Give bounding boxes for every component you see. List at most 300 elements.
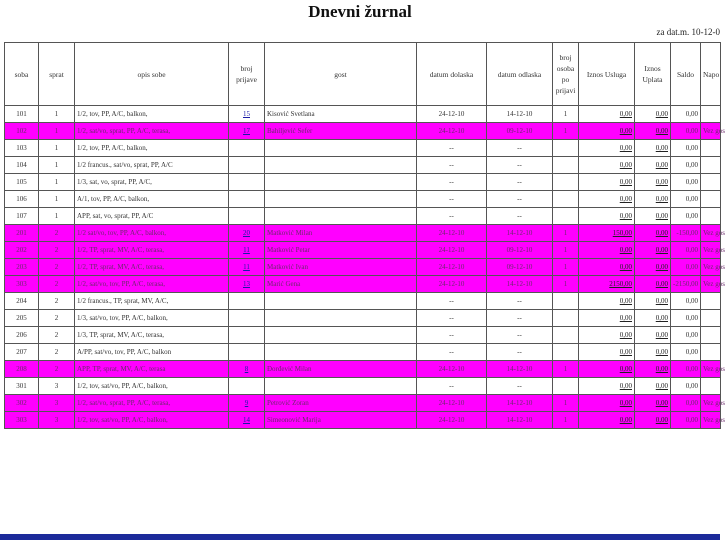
table-row[interactable] bbox=[5, 242, 721, 259]
column-header: broj prijave bbox=[229, 43, 265, 106]
registration-link[interactable]: 15 bbox=[243, 110, 250, 118]
cell-saldo: 0,00 bbox=[671, 140, 701, 157]
cell-uplata bbox=[635, 259, 671, 276]
column-header: Iznos Uplata bbox=[635, 43, 671, 106]
table-row[interactable] bbox=[5, 395, 721, 412]
cell-usluga bbox=[579, 378, 635, 395]
cell-odlazak: -- bbox=[487, 344, 553, 361]
cell-odlazak: -- bbox=[487, 157, 553, 174]
cell-broj bbox=[229, 225, 265, 242]
uplata-link[interactable]: 0,00 bbox=[655, 331, 668, 339]
column-header: datum odlaska bbox=[487, 43, 553, 106]
registration-link[interactable]: 8 bbox=[244, 365, 249, 373]
cell-usluga bbox=[579, 259, 635, 276]
cell-soba: 205 bbox=[5, 310, 39, 327]
usluga-link[interactable]: 0,00 bbox=[619, 246, 632, 254]
cell-soba: 204 bbox=[5, 293, 39, 310]
usluga-link[interactable]: 0,00 bbox=[619, 144, 632, 152]
cell-dolazak: -- bbox=[417, 140, 487, 157]
cell-napo bbox=[701, 310, 721, 327]
cell-osobe bbox=[553, 208, 579, 225]
cell-soba: 103 bbox=[5, 140, 39, 157]
cell-usluga bbox=[579, 293, 635, 310]
cell-uplata bbox=[635, 208, 671, 225]
uplata-link[interactable]: 0,00 bbox=[655, 297, 668, 305]
column-header: Iznos Usluga bbox=[579, 43, 635, 106]
usluga-link[interactable]: 0,00 bbox=[619, 365, 632, 373]
cell-saldo: 0,00 bbox=[671, 106, 701, 123]
cell-dolazak: -- bbox=[417, 378, 487, 395]
cell-sprat: 2 bbox=[39, 225, 75, 242]
cell-dolazak: -- bbox=[417, 327, 487, 344]
cell-gost bbox=[265, 174, 417, 191]
cell-saldo: 0,00 bbox=[671, 208, 701, 225]
cell-uplata bbox=[635, 293, 671, 310]
cell-sprat: 1 bbox=[39, 174, 75, 191]
cell-sprat: 3 bbox=[39, 378, 75, 395]
usluga-link[interactable]: 150,00 bbox=[612, 229, 632, 237]
cell-gost bbox=[265, 310, 417, 327]
usluga-link[interactable]: 0,00 bbox=[619, 314, 632, 322]
cell-dolazak: 24-12-10 bbox=[417, 242, 487, 259]
cell-sprat: 1 bbox=[39, 123, 75, 140]
cell-uplata bbox=[635, 225, 671, 242]
cell-broj bbox=[229, 276, 265, 293]
usluga-link[interactable]: 0,00 bbox=[619, 178, 632, 186]
cell-usluga bbox=[579, 106, 635, 123]
cell-sprat: 1 bbox=[39, 106, 75, 123]
cell-odlazak: 14-12-10 bbox=[487, 276, 553, 293]
cell-sprat: 1 bbox=[39, 140, 75, 157]
cell-gost bbox=[265, 157, 417, 174]
cell-gost bbox=[265, 293, 417, 310]
cell-saldo: 0,00 bbox=[671, 395, 701, 412]
cell-napo bbox=[701, 174, 721, 191]
cell-opis: APP, sat, vo, sprat, PP, A/C bbox=[75, 208, 229, 225]
cell-opis: 1/2, sat/vo, sprat, PP, A/C, terasa, bbox=[75, 395, 229, 412]
cell-usluga bbox=[579, 395, 635, 412]
cell-opis: 1/2, sat/vo, sprat, PP, A/C, terasa, bbox=[75, 123, 229, 140]
cell-osobe: 1 bbox=[553, 123, 579, 140]
table-row[interactable] bbox=[5, 157, 721, 174]
column-header: gost bbox=[265, 43, 417, 106]
uplata-link[interactable]: 0,00 bbox=[655, 348, 668, 356]
table-row[interactable] bbox=[5, 225, 721, 242]
table-row[interactable] bbox=[5, 106, 721, 123]
cell-napo bbox=[701, 293, 721, 310]
table-row[interactable] bbox=[5, 327, 721, 344]
uplata-link[interactable]: 0,00 bbox=[655, 161, 668, 169]
cell-usluga bbox=[579, 310, 635, 327]
cell-sprat: 3 bbox=[39, 412, 75, 429]
cell-saldo: 0,00 bbox=[671, 412, 701, 429]
column-header: datum dolaska bbox=[417, 43, 487, 106]
usluga-link[interactable]: 0,00 bbox=[619, 212, 632, 220]
cell-osobe bbox=[553, 344, 579, 361]
cell-gost: Đorđević Milan bbox=[265, 361, 417, 378]
cell-uplata bbox=[635, 395, 671, 412]
uplata-link[interactable]: 0,00 bbox=[655, 382, 668, 390]
cell-napo bbox=[701, 208, 721, 225]
cell-napo bbox=[701, 327, 721, 344]
cell-gost: Petrović Zoran bbox=[265, 395, 417, 412]
uplata-link[interactable]: 0,00 bbox=[655, 263, 668, 271]
cell-usluga bbox=[579, 327, 635, 344]
cell-soba: 303 bbox=[5, 276, 39, 293]
cell-odlazak: 14-12-10 bbox=[487, 361, 553, 378]
cell-soba: 303 bbox=[5, 412, 39, 429]
cell-opis: A/PP, sat/vo, tov, PP, A/C, balkon bbox=[75, 344, 229, 361]
cell-gost bbox=[265, 378, 417, 395]
usluga-link[interactable]: 0,00 bbox=[619, 331, 632, 339]
cell-broj bbox=[229, 174, 265, 191]
cell-sprat: 2 bbox=[39, 276, 75, 293]
cell-sprat: 2 bbox=[39, 344, 75, 361]
uplata-link[interactable]: 0,00 bbox=[655, 212, 668, 220]
uplata-link[interactable]: 0,00 bbox=[655, 229, 668, 237]
cell-odlazak: 09-12-10 bbox=[487, 259, 553, 276]
cell-sprat: 2 bbox=[39, 361, 75, 378]
table-row[interactable] bbox=[5, 174, 721, 191]
cell-soba: 203 bbox=[5, 259, 39, 276]
uplata-link[interactable]: 0,00 bbox=[655, 178, 668, 186]
cell-napo bbox=[701, 344, 721, 361]
cell-opis: 1/3, TP, sprat, MV, A/C, terasa, bbox=[75, 327, 229, 344]
usluga-link[interactable]: 0,00 bbox=[619, 263, 632, 271]
cell-soba: 105 bbox=[5, 174, 39, 191]
cell-sprat: 2 bbox=[39, 242, 75, 259]
cell-usluga bbox=[579, 123, 635, 140]
uplata-link[interactable]: 0,00 bbox=[655, 314, 668, 322]
cell-odlazak: -- bbox=[487, 208, 553, 225]
cell-napo: Vez gos bbox=[701, 395, 721, 412]
cell-opis: 1/2, tov, sat/vo, PP, A/C, balkon, bbox=[75, 412, 229, 429]
cell-uplata bbox=[635, 106, 671, 123]
cell-dolazak: -- bbox=[417, 191, 487, 208]
cell-sprat: 2 bbox=[39, 310, 75, 327]
cell-opis: 1/2, TP, sprat, MV, A/C, terasa, bbox=[75, 259, 229, 276]
table-row[interactable] bbox=[5, 361, 721, 378]
cell-opis: 1/3, sat, vo, sprat, PP, A/C, bbox=[75, 174, 229, 191]
cell-soba: 202 bbox=[5, 242, 39, 259]
uplata-link[interactable]: 0,00 bbox=[655, 399, 668, 407]
cell-osobe bbox=[553, 310, 579, 327]
uplata-link[interactable]: 0,00 bbox=[655, 144, 668, 152]
cell-dolazak: -- bbox=[417, 208, 487, 225]
cell-broj bbox=[229, 208, 265, 225]
cell-gost: Simeonović Marija bbox=[265, 412, 417, 429]
table-row[interactable] bbox=[5, 293, 721, 310]
cell-soba: 302 bbox=[5, 395, 39, 412]
uplata-link[interactable]: 0,00 bbox=[655, 110, 668, 118]
cell-saldo: 0,00 bbox=[671, 259, 701, 276]
cell-usluga bbox=[579, 242, 635, 259]
journal-table bbox=[4, 42, 725, 429]
cell-broj bbox=[229, 259, 265, 276]
table-row[interactable] bbox=[5, 140, 721, 157]
cell-napo: Vez gos bbox=[701, 259, 721, 276]
table-row[interactable] bbox=[5, 378, 721, 395]
cell-dolazak: 24-12-10 bbox=[417, 395, 487, 412]
cell-saldo: 0,00 bbox=[671, 361, 701, 378]
cell-uplata bbox=[635, 191, 671, 208]
cell-broj bbox=[229, 106, 265, 123]
cell-osobe bbox=[553, 293, 579, 310]
cell-usluga bbox=[579, 191, 635, 208]
cell-broj bbox=[229, 344, 265, 361]
page-title: Dnevni žurnal bbox=[308, 2, 412, 21]
cell-uplata bbox=[635, 157, 671, 174]
cell-broj bbox=[229, 361, 265, 378]
cell-dolazak: -- bbox=[417, 174, 487, 191]
cell-gost bbox=[265, 327, 417, 344]
cell-osobe bbox=[553, 157, 579, 174]
cell-soba: 208 bbox=[5, 361, 39, 378]
cell-dolazak: 24-12-10 bbox=[417, 276, 487, 293]
cell-broj bbox=[229, 412, 265, 429]
cell-gost bbox=[265, 208, 417, 225]
cell-dolazak: -- bbox=[417, 310, 487, 327]
cell-saldo: 0,00 bbox=[671, 310, 701, 327]
cell-odlazak: 14-12-10 bbox=[487, 412, 553, 429]
cell-soba: 301 bbox=[5, 378, 39, 395]
usluga-link[interactable]: 0,00 bbox=[619, 127, 632, 135]
cell-osobe: 1 bbox=[553, 361, 579, 378]
cell-napo bbox=[701, 378, 721, 395]
cell-dolazak: -- bbox=[417, 157, 487, 174]
cell-gost bbox=[265, 191, 417, 208]
cell-gost: Matković Milan bbox=[265, 225, 417, 242]
usluga-link[interactable]: 2150,00 bbox=[609, 280, 632, 288]
usluga-link[interactable]: 0,00 bbox=[619, 382, 632, 390]
cell-dolazak: 24-12-10 bbox=[417, 123, 487, 140]
cell-uplata bbox=[635, 140, 671, 157]
table-row[interactable] bbox=[5, 344, 721, 361]
cell-usluga bbox=[579, 412, 635, 429]
cell-saldo: 0,00 bbox=[671, 242, 701, 259]
cell-osobe: 1 bbox=[553, 106, 579, 123]
uplata-link[interactable]: 0,00 bbox=[655, 280, 668, 288]
cell-broj bbox=[229, 123, 265, 140]
cell-odlazak: 09-12-10 bbox=[487, 242, 553, 259]
cell-dolazak: 24-12-10 bbox=[417, 259, 487, 276]
cell-napo bbox=[701, 140, 721, 157]
cell-sprat: 2 bbox=[39, 327, 75, 344]
registration-link[interactable]: 17 bbox=[243, 127, 250, 135]
cell-usluga bbox=[579, 361, 635, 378]
cell-odlazak: 14-12-10 bbox=[487, 395, 553, 412]
report-date: za dat.m. 10-12-0 bbox=[656, 27, 720, 37]
table-row[interactable] bbox=[5, 208, 721, 225]
cell-uplata bbox=[635, 123, 671, 140]
cell-dolazak: 24-12-10 bbox=[417, 106, 487, 123]
cell-sprat: 1 bbox=[39, 157, 75, 174]
registration-link[interactable]: 20 bbox=[243, 229, 250, 237]
table-row[interactable] bbox=[5, 310, 721, 327]
cell-gost bbox=[265, 140, 417, 157]
cell-napo: Vez gos bbox=[701, 225, 721, 242]
cell-usluga bbox=[579, 174, 635, 191]
cell-broj bbox=[229, 191, 265, 208]
cell-sprat: 2 bbox=[39, 293, 75, 310]
cell-odlazak: -- bbox=[487, 378, 553, 395]
table-row[interactable] bbox=[5, 191, 721, 208]
cell-odlazak: -- bbox=[487, 327, 553, 344]
cell-osobe bbox=[553, 191, 579, 208]
cell-soba: 106 bbox=[5, 191, 39, 208]
cell-napo: Vez gos bbox=[701, 276, 721, 293]
usluga-link[interactable]: 0,00 bbox=[619, 110, 632, 118]
registration-link[interactable]: 9 bbox=[244, 399, 249, 407]
cell-odlazak: -- bbox=[487, 140, 553, 157]
registration-link[interactable]: 14 bbox=[243, 416, 250, 424]
usluga-link[interactable]: 0,00 bbox=[619, 297, 632, 305]
cell-uplata bbox=[635, 242, 671, 259]
cell-saldo: -150,00 bbox=[671, 225, 701, 242]
cell-broj bbox=[229, 327, 265, 344]
cell-uplata bbox=[635, 276, 671, 293]
cell-opis: A/1, tov, PP, A/C, balkon, bbox=[75, 191, 229, 208]
cell-osobe: 1 bbox=[553, 412, 579, 429]
cell-gost: Kisović Svetlana bbox=[265, 106, 417, 123]
cell-broj bbox=[229, 242, 265, 259]
cell-saldo: 0,00 bbox=[671, 327, 701, 344]
column-header: opis sobe bbox=[75, 43, 229, 106]
cell-sprat: 3 bbox=[39, 395, 75, 412]
cell-osobe: 1 bbox=[553, 225, 579, 242]
cell-saldo: 0,00 bbox=[671, 293, 701, 310]
uplata-link[interactable]: 0,00 bbox=[655, 127, 668, 135]
cell-osobe: 1 bbox=[553, 242, 579, 259]
cell-broj bbox=[229, 157, 265, 174]
usluga-link[interactable]: 0,00 bbox=[619, 416, 632, 424]
column-header: Saldo bbox=[671, 43, 701, 106]
cell-osobe bbox=[553, 378, 579, 395]
cell-uplata bbox=[635, 361, 671, 378]
cell-dolazak: -- bbox=[417, 293, 487, 310]
cell-gost bbox=[265, 344, 417, 361]
bottom-bar bbox=[0, 534, 720, 540]
cell-usluga bbox=[579, 208, 635, 225]
cell-opis: 1/2 sat/vo, tov, PP, A/C, balkon, bbox=[75, 225, 229, 242]
cell-dolazak: 24-12-10 bbox=[417, 361, 487, 378]
cell-usluga bbox=[579, 157, 635, 174]
cell-dolazak: 24-12-10 bbox=[417, 225, 487, 242]
cell-uplata bbox=[635, 327, 671, 344]
table-row[interactable] bbox=[5, 123, 721, 140]
registration-link[interactable]: 11 bbox=[243, 246, 250, 254]
cell-broj bbox=[229, 395, 265, 412]
cell-opis: 1/2, tov, PP, A/C, balkon, bbox=[75, 106, 229, 123]
cell-napo bbox=[701, 106, 721, 123]
cell-soba: 101 bbox=[5, 106, 39, 123]
cell-usluga bbox=[579, 140, 635, 157]
cell-soba: 206 bbox=[5, 327, 39, 344]
cell-sprat: 1 bbox=[39, 191, 75, 208]
cell-saldo: 0,00 bbox=[671, 344, 701, 361]
usluga-link[interactable]: 0,00 bbox=[619, 161, 632, 169]
cell-gost: Matković Ivan bbox=[265, 259, 417, 276]
column-header: sprat bbox=[39, 43, 75, 106]
column-header: soba bbox=[5, 43, 39, 106]
cell-gost: Bahiljević Sefer bbox=[265, 123, 417, 140]
cell-osobe bbox=[553, 327, 579, 344]
cell-dolazak: -- bbox=[417, 344, 487, 361]
cell-napo bbox=[701, 157, 721, 174]
cell-broj bbox=[229, 293, 265, 310]
table-row[interactable] bbox=[5, 276, 721, 293]
cell-soba: 201 bbox=[5, 225, 39, 242]
registration-link[interactable]: 11 bbox=[243, 263, 250, 271]
cell-osobe: 1 bbox=[553, 395, 579, 412]
cell-napo: Vez gos bbox=[701, 412, 721, 429]
cell-opis: APP, TP, sprat, MV, A/C, terasa bbox=[75, 361, 229, 378]
cell-osobe bbox=[553, 174, 579, 191]
cell-gost: Marić Gena bbox=[265, 276, 417, 293]
cell-napo bbox=[701, 191, 721, 208]
usluga-link[interactable]: 0,00 bbox=[619, 195, 632, 203]
cell-odlazak: -- bbox=[487, 310, 553, 327]
cell-soba: 207 bbox=[5, 344, 39, 361]
cell-odlazak: -- bbox=[487, 191, 553, 208]
table-row[interactable] bbox=[5, 412, 721, 429]
cell-odlazak: -- bbox=[487, 293, 553, 310]
usluga-link[interactable]: 0,00 bbox=[619, 399, 632, 407]
cell-opis: 1/2, tov, sat/vo, PP, A/C, balkon, bbox=[75, 378, 229, 395]
uplata-link[interactable]: 0,00 bbox=[655, 246, 668, 254]
cell-saldo: 0,00 bbox=[671, 123, 701, 140]
cell-dolazak: 24-12-10 bbox=[417, 412, 487, 429]
cell-broj bbox=[229, 140, 265, 157]
cell-napo: Vez gos bbox=[701, 123, 721, 140]
cell-broj bbox=[229, 310, 265, 327]
cell-broj bbox=[229, 378, 265, 395]
cell-opis: 1/2 francus., sat/vo, sprat, PP, A/C bbox=[75, 157, 229, 174]
table-body bbox=[5, 106, 725, 429]
cell-uplata bbox=[635, 412, 671, 429]
cell-gost: Matković Petar bbox=[265, 242, 417, 259]
table-row[interactable] bbox=[5, 259, 721, 276]
uplata-link[interactable]: 0,00 bbox=[655, 195, 668, 203]
cell-saldo: 0,00 bbox=[671, 174, 701, 191]
uplata-link[interactable]: 0,00 bbox=[655, 416, 668, 424]
cell-napo: Vez gos bbox=[701, 361, 721, 378]
cell-usluga bbox=[579, 344, 635, 361]
cell-osobe: 1 bbox=[553, 259, 579, 276]
uplata-link[interactable]: 0,00 bbox=[655, 365, 668, 373]
cell-saldo: -2150,00 bbox=[671, 276, 701, 293]
cell-saldo: 0,00 bbox=[671, 191, 701, 208]
cell-osobe: 1 bbox=[553, 276, 579, 293]
cell-odlazak: -- bbox=[487, 174, 553, 191]
cell-opis: 1/3, sat/vo, tov, PP, A/C, balkon, bbox=[75, 310, 229, 327]
cell-usluga bbox=[579, 225, 635, 242]
cell-uplata bbox=[635, 344, 671, 361]
cell-odlazak: 09-12-10 bbox=[487, 123, 553, 140]
cell-usluga bbox=[579, 276, 635, 293]
cell-sprat: 2 bbox=[39, 259, 75, 276]
cell-opis: 1/2 francus., TP, sprat, MV, A/C, bbox=[75, 293, 229, 310]
registration-link[interactable]: 13 bbox=[243, 280, 250, 288]
table-header bbox=[5, 43, 721, 106]
cell-uplata bbox=[635, 310, 671, 327]
cell-soba: 104 bbox=[5, 157, 39, 174]
cell-soba: 107 bbox=[5, 208, 39, 225]
cell-soba: 102 bbox=[5, 123, 39, 140]
cell-saldo: 0,00 bbox=[671, 378, 701, 395]
usluga-link[interactable]: 0,00 bbox=[619, 348, 632, 356]
cell-saldo: 0,00 bbox=[671, 157, 701, 174]
